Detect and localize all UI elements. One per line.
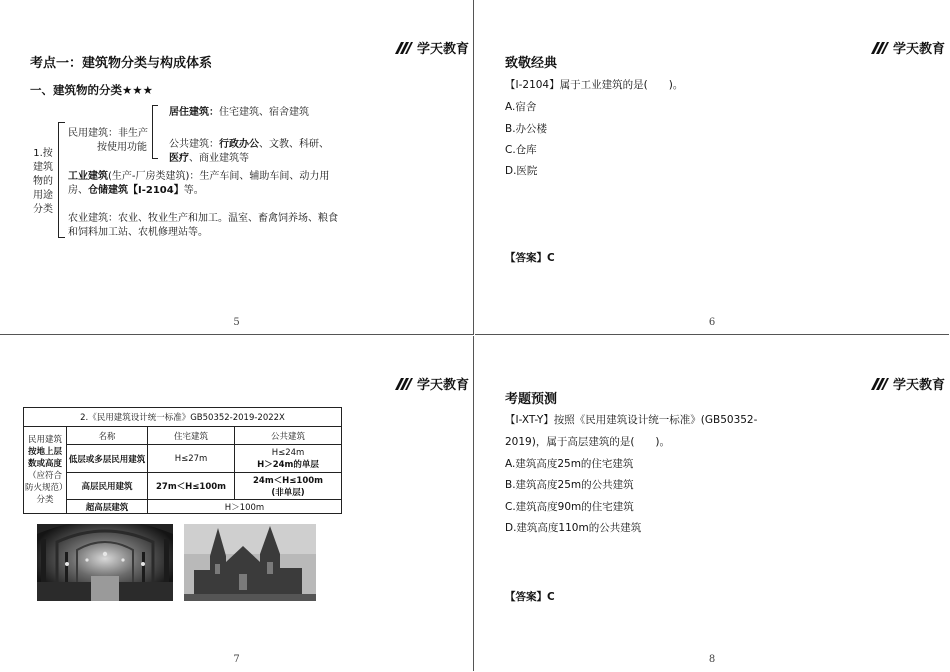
table-cell-name: 超高层建筑 bbox=[67, 500, 148, 514]
option-a: A.宿舍 bbox=[505, 101, 537, 113]
brand-logo bbox=[395, 38, 469, 57]
question-text: 【Ⅰ-2104】属于工业建筑的是( )。 bbox=[505, 79, 684, 91]
row-header: 民用建筑 按地上层 数或高度 （应符合 防火规范） 分类 bbox=[24, 427, 67, 514]
brand-logo-text: 学天教育 bbox=[892, 42, 945, 57]
table-cell-residential: 27m＜H≤100m bbox=[148, 473, 235, 500]
slide-7 bbox=[0, 336, 474, 671]
table-cell-name: 高层民用建筑 bbox=[67, 473, 148, 500]
table-cell-merged: H＞100m bbox=[148, 500, 342, 514]
slide-6 bbox=[475, 0, 949, 335]
brand-logo-text: 学天教育 bbox=[892, 378, 945, 393]
column-header-name: 名称 bbox=[67, 427, 148, 445]
table-cell-name: 低层或多层民用建筑 bbox=[67, 445, 148, 473]
slide-8 bbox=[475, 336, 949, 671]
option-d: D.建筑高度110m的公共建筑 bbox=[505, 522, 642, 534]
agricultural-line1: 农业建筑：农业、牧业生产和加工。温室、畜禽饲养场、粮食 bbox=[68, 213, 338, 224]
cathedral-exterior-photo bbox=[184, 524, 316, 601]
page-number: 6 bbox=[708, 317, 716, 328]
option-d: D.医院 bbox=[505, 165, 538, 177]
public-building-line1: 公共建筑：行政办公、文教、科研、 bbox=[169, 139, 329, 150]
brand-mark-icon bbox=[395, 378, 413, 390]
option-c: C.建筑高度90m的住宅建筑 bbox=[505, 501, 634, 513]
option-b: B.建筑高度25m的公共建筑 bbox=[505, 479, 634, 491]
brand-mark-icon bbox=[395, 42, 413, 54]
industrial-line1: 工业建筑(生产-厂房类建筑)：生产车间、辅助车间、动力用 bbox=[68, 171, 330, 182]
option-b: B.办公楼 bbox=[505, 123, 548, 135]
answer-text: 【答案】C bbox=[505, 591, 555, 603]
table-cell-residential: H≤27m bbox=[148, 445, 235, 473]
table-cell-public: 24m＜H≤100m (非单层) bbox=[235, 473, 342, 500]
brand-mark-icon bbox=[871, 42, 889, 54]
residential-building: 居住建筑：住宅建筑、宿舍建筑 bbox=[169, 107, 309, 118]
outer-brace bbox=[58, 122, 65, 238]
cathedral-interior-photo bbox=[37, 524, 173, 601]
civil-line2: 按使用功能 bbox=[97, 142, 147, 153]
brand-logo bbox=[395, 374, 469, 393]
slide-title: 考题预测 bbox=[505, 392, 558, 407]
page-number: 5 bbox=[233, 317, 240, 328]
building-height-table bbox=[23, 407, 342, 514]
page-number: 7 bbox=[233, 654, 240, 665]
column-header-public: 公共建筑 bbox=[235, 427, 342, 445]
civil-brace bbox=[152, 105, 158, 159]
brand-logo-text: 学天教育 bbox=[416, 378, 469, 393]
answer-text: 【答案】C bbox=[505, 252, 555, 264]
group-label: 1.按 建筑 物的 用途 分类 bbox=[33, 148, 53, 215]
page-number: 8 bbox=[708, 654, 716, 665]
brand-logo bbox=[871, 374, 945, 393]
public-building-line2: 医疗、商业建筑等 bbox=[169, 153, 249, 164]
column-header-residential: 住宅建筑 bbox=[148, 427, 235, 445]
industrial-line2: 房、仓储建筑【Ⅰ-2104】等。 bbox=[68, 185, 204, 196]
slide-title: 致敬经典 bbox=[505, 56, 558, 71]
civil-line1: 民用建筑：非生产 bbox=[68, 128, 148, 139]
brand-logo-text: 学天教育 bbox=[416, 42, 469, 57]
question-line1: 【Ⅰ-XT-Y】按照《民用建筑设计统一标准》(GB50352- bbox=[505, 414, 758, 426]
table-cell-public: H≤24m H＞24m的单层 bbox=[235, 445, 342, 473]
brand-logo bbox=[871, 38, 945, 57]
agricultural-line2: 和饲料加工站、农机修理站等。 bbox=[68, 227, 208, 238]
brand-mark-icon bbox=[871, 378, 889, 390]
question-line2: 2019)，属于高层建筑的是( )。 bbox=[505, 436, 671, 448]
table-title: 2.《民用建筑设计统一标准》GB50352-2019-2022X bbox=[24, 408, 342, 427]
option-c: C.仓库 bbox=[505, 144, 537, 156]
slide-title: 考点一：建筑物分类与构成体系 bbox=[30, 56, 213, 71]
slide-5 bbox=[0, 0, 474, 335]
section-heading: 一、建筑物的分类★★★ bbox=[30, 83, 153, 97]
option-a: A.建筑高度25m的住宅建筑 bbox=[505, 458, 634, 470]
